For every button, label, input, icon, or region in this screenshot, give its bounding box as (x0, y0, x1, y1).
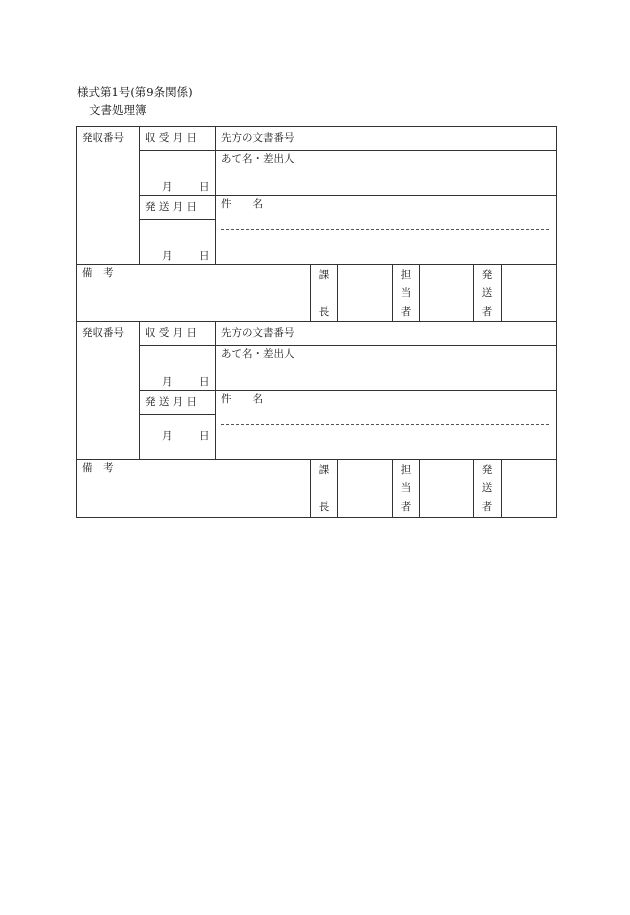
dispatcher-char-3: 者 (481, 306, 493, 318)
section-chief-char-1: 課 (318, 464, 330, 476)
remarks-label: 備 考 (82, 267, 114, 279)
addressee-sender-label: あて名・差出人 (221, 153, 295, 165)
person-in-charge-char-1: 担 (400, 269, 412, 281)
section-chief-char-2: 長 (318, 501, 330, 513)
subject-dotted-line (221, 229, 549, 230)
dispatch-day-label: 日 (199, 430, 210, 442)
subject-label: 件 名 (221, 198, 263, 210)
document-register-table (76, 126, 557, 518)
section-chief-char-2: 長 (318, 306, 330, 318)
form-subtitle: 文書処理簿 (89, 103, 147, 117)
form-title: 様式第1号(第9条関係) (77, 85, 193, 99)
receipt-day-label: 日 (199, 376, 210, 388)
person-in-charge-char-2: 当 (400, 287, 412, 299)
dispatch-date-label: 発 送 月 日 (145, 201, 198, 213)
receipt-month-label: 月 (162, 181, 173, 193)
receipt-date-label: 収 受 月 日 (145, 132, 198, 144)
subject-label: 件 名 (221, 393, 263, 405)
receipt-day-label: 日 (199, 181, 210, 193)
receipt-date-label: 収 受 月 日 (145, 327, 198, 339)
remarks-label: 備 考 (82, 462, 114, 474)
addressee-sender-label: あて名・差出人 (221, 348, 295, 360)
dispatcher-char-1: 発 (481, 269, 493, 281)
sender-document-number-label: 先方の文書番号 (221, 327, 295, 339)
dispatch-day-label: 日 (199, 250, 210, 262)
dispatcher-char-2: 送 (481, 287, 493, 299)
person-in-charge-char-3: 者 (400, 501, 412, 513)
receipt-month-label: 月 (162, 376, 173, 388)
dispatcher-char-1: 発 (481, 464, 493, 476)
person-in-charge-char-1: 担 (400, 464, 412, 476)
dispatch-month-label: 月 (162, 430, 173, 442)
subject-dotted-line (221, 424, 549, 425)
dispatcher-char-3: 者 (481, 501, 493, 513)
dispatch-date-label: 発 送 月 日 (145, 396, 198, 408)
issue-receipt-number-label: 発収番号 (82, 132, 124, 144)
person-in-charge-char-2: 当 (400, 482, 412, 494)
sender-document-number-label: 先方の文書番号 (221, 132, 295, 144)
section-chief-char-1: 課 (318, 269, 330, 281)
issue-receipt-number-label: 発収番号 (82, 327, 124, 339)
dispatcher-char-2: 送 (481, 482, 493, 494)
dispatch-month-label: 月 (162, 250, 173, 262)
person-in-charge-char-3: 者 (400, 306, 412, 318)
